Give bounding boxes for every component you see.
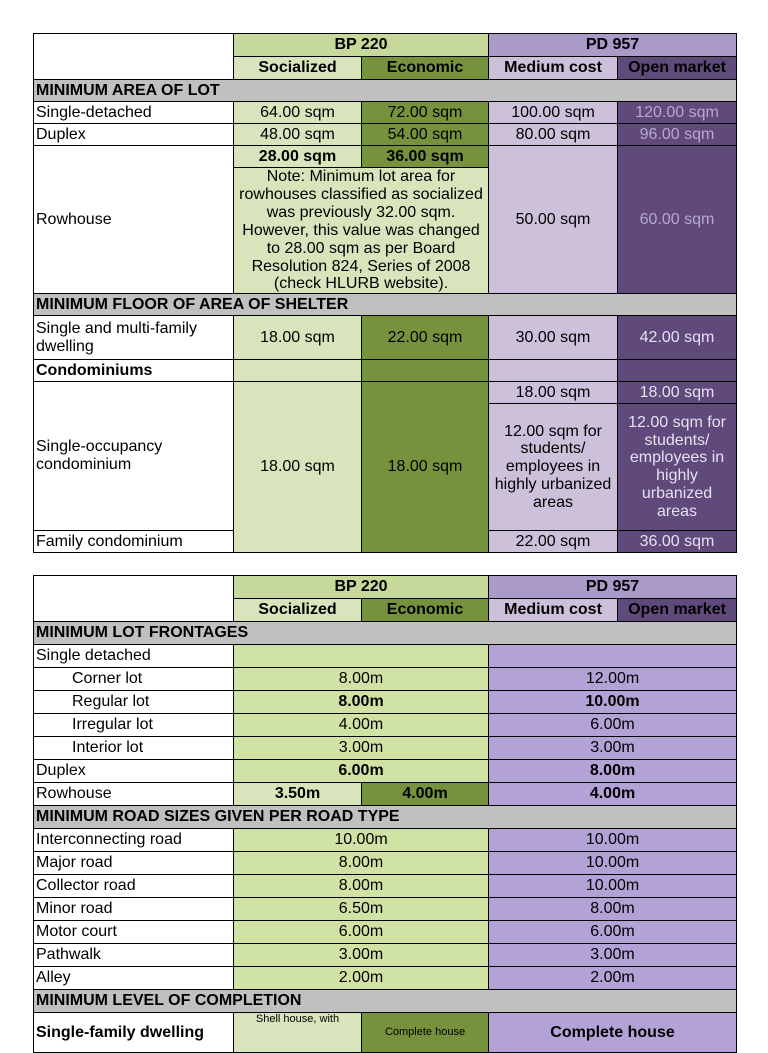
table-row <box>34 944 737 967</box>
bp-value: 8.00m <box>234 668 489 691</box>
row-label: Interior lot <box>34 737 234 760</box>
table-row <box>34 967 737 990</box>
row-label: Rowhouse <box>34 783 234 806</box>
socialized-header: Socialized <box>234 57 362 80</box>
bp220-header: BP 220 <box>234 576 489 599</box>
row-label: Single-family dwelling <box>34 1013 234 1053</box>
socialized-value: Shell house, with <box>234 1013 362 1053</box>
table-row <box>34 645 737 668</box>
section-floor-area: MINIMUM FLOOR OF AREA OF SHELTER <box>34 294 737 316</box>
table-row <box>34 146 737 168</box>
row-label: Major road <box>34 852 234 875</box>
socialized-empty <box>234 360 362 382</box>
open-market-value: 42.00 sqm <box>618 316 737 360</box>
socialized-header: Socialized <box>234 599 362 622</box>
header-blank <box>34 34 234 80</box>
pd-value: 12.00m <box>489 668 737 691</box>
economic-value: Complete house <box>362 1013 489 1053</box>
table-row <box>34 829 737 852</box>
socialized-value: 18.00 sqm <box>234 316 362 360</box>
pd-value: 10.00m <box>489 875 737 898</box>
table-row <box>34 1013 737 1053</box>
pd957-header: PD 957 <box>489 34 737 57</box>
row-label: Corner lot <box>34 668 234 691</box>
section-roads: MINIMUM ROAD SIZES GIVEN PER ROAD TYPE <box>34 806 737 829</box>
medium-cost-value: 100.00 sqm <box>489 102 618 124</box>
medium-cost-header: Medium cost <box>489 57 618 80</box>
table-row <box>34 852 737 875</box>
bp220-header: BP 220 <box>234 34 489 57</box>
pd-value: 3.00m <box>489 737 737 760</box>
pd-value: 10.00m <box>489 829 737 852</box>
table-row <box>34 102 737 124</box>
economic-value: 4.00m <box>362 783 489 806</box>
row-label: Single detached <box>34 645 234 668</box>
table-row <box>34 316 737 360</box>
economic-value: 18.00 sqm <box>362 382 489 553</box>
economic-value: 36.00 sqm <box>362 146 489 168</box>
table-row <box>34 875 737 898</box>
pd-value: 10.00m <box>489 852 737 875</box>
socialized-value: 48.00 sqm <box>234 124 362 146</box>
pd-value: 6.00m <box>489 921 737 944</box>
lot-area-table <box>33 33 737 553</box>
bp-value: 8.00m <box>234 852 489 875</box>
medium-cost-value: 22.00 sqm <box>489 531 618 553</box>
pd-value: 8.00m <box>489 760 737 783</box>
medium-cost-value: 50.00 sqm <box>489 146 618 294</box>
bp-value: 6.00m <box>234 760 489 783</box>
row-label: Alley <box>34 967 234 990</box>
row-label: Duplex <box>34 124 234 146</box>
open-market-value: 60.00 sqm <box>618 146 737 294</box>
table-row <box>34 360 737 382</box>
row-label: Condominiums <box>34 360 234 382</box>
table-row <box>34 714 737 737</box>
economic-value: 22.00 sqm <box>362 316 489 360</box>
socialized-value: 28.00 sqm <box>234 146 362 168</box>
table-row <box>34 124 737 146</box>
pd-value: 2.00m <box>489 967 737 990</box>
medium-cost-empty <box>489 360 618 382</box>
frontage-road-table <box>33 575 737 1053</box>
bp-value: 3.00m <box>234 737 489 760</box>
row-label: Single-detached <box>34 102 234 124</box>
economic-value: 72.00 sqm <box>362 102 489 124</box>
table-row <box>34 382 737 404</box>
socialized-value: 3.50m <box>234 783 362 806</box>
section-lot-area: MINIMUM AREA OF LOT <box>34 80 737 102</box>
row-label: Pathwalk <box>34 944 234 967</box>
pd-empty <box>489 645 737 668</box>
row-label: Motor court <box>34 921 234 944</box>
pd-value: Complete house <box>489 1013 737 1053</box>
table-row <box>34 898 737 921</box>
pd-value: 3.00m <box>489 944 737 967</box>
open-market-header: Open market <box>618 599 737 622</box>
header-blank <box>34 576 234 622</box>
open-market-value: 120.00 sqm <box>618 102 737 124</box>
bp-value: 3.00m <box>234 944 489 967</box>
open-market-note: 12.00 sqm for students/ employees in highly urbanized areas <box>618 404 737 531</box>
row-label: Minor road <box>34 898 234 921</box>
section-frontages: MINIMUM LOT FRONTAGES <box>34 622 737 645</box>
table-row <box>34 668 737 691</box>
economic-value: 54.00 sqm <box>362 124 489 146</box>
medium-cost-value: 18.00 sqm <box>489 382 618 404</box>
economic-empty <box>362 360 489 382</box>
bp-value: 8.00m <box>234 691 489 714</box>
bp-value: 8.00m <box>234 875 489 898</box>
row-label: Regular lot <box>34 691 234 714</box>
open-market-header: Open market <box>618 57 737 80</box>
bp-value: 6.50m <box>234 898 489 921</box>
medium-cost-header: Medium cost <box>489 599 618 622</box>
row-label: Single and multi-family dwelling <box>34 316 234 360</box>
table-row <box>34 691 737 714</box>
bp-value: 6.00m <box>234 921 489 944</box>
socialized-value: 64.00 sqm <box>234 102 362 124</box>
open-market-value: 96.00 sqm <box>618 124 737 146</box>
pd957-header: PD 957 <box>489 576 737 599</box>
table-row <box>34 760 737 783</box>
open-market-empty <box>618 360 737 382</box>
pd-value: 6.00m <box>489 714 737 737</box>
open-market-value: 36.00 sqm <box>618 531 737 553</box>
medium-cost-value: 30.00 sqm <box>489 316 618 360</box>
economic-header: Economic <box>362 599 489 622</box>
row-label: Interconnecting road <box>34 829 234 852</box>
medium-cost-value: 80.00 sqm <box>489 124 618 146</box>
row-label: Collector road <box>34 875 234 898</box>
table-row <box>34 783 737 806</box>
bp-value: 10.00m <box>234 829 489 852</box>
section-completion: MINIMUM LEVEL OF COMPLETION <box>34 990 737 1013</box>
row-label: Duplex <box>34 760 234 783</box>
pd-value: 4.00m <box>489 783 737 806</box>
pd-value: 8.00m <box>489 898 737 921</box>
table-row <box>34 921 737 944</box>
bp-value: 2.00m <box>234 967 489 990</box>
medium-cost-note: 12.00 sqm for students/ employees in highly urbanized areas <box>489 404 618 531</box>
row-label: Family condominium <box>34 531 234 553</box>
row-label: Rowhouse <box>34 146 234 294</box>
pd-value: 10.00m <box>489 691 737 714</box>
rowhouse-note: Note: Minimum lot area for rowhouses classified as socialized was previously 32.00 sqm. However, this value was changed to 28.00 sqm as per Board Resolution 824, Series of 2008 (check HLURB website). <box>234 168 489 294</box>
table-row <box>34 737 737 760</box>
row-label: Irregular lot <box>34 714 234 737</box>
bp-empty <box>234 645 489 668</box>
open-market-value: 18.00 sqm <box>618 382 737 404</box>
row-label: Single-occupancy condominium <box>34 382 234 531</box>
socialized-value: 18.00 sqm <box>234 382 362 553</box>
economic-header: Economic <box>362 57 489 80</box>
bp-value: 4.00m <box>234 714 489 737</box>
